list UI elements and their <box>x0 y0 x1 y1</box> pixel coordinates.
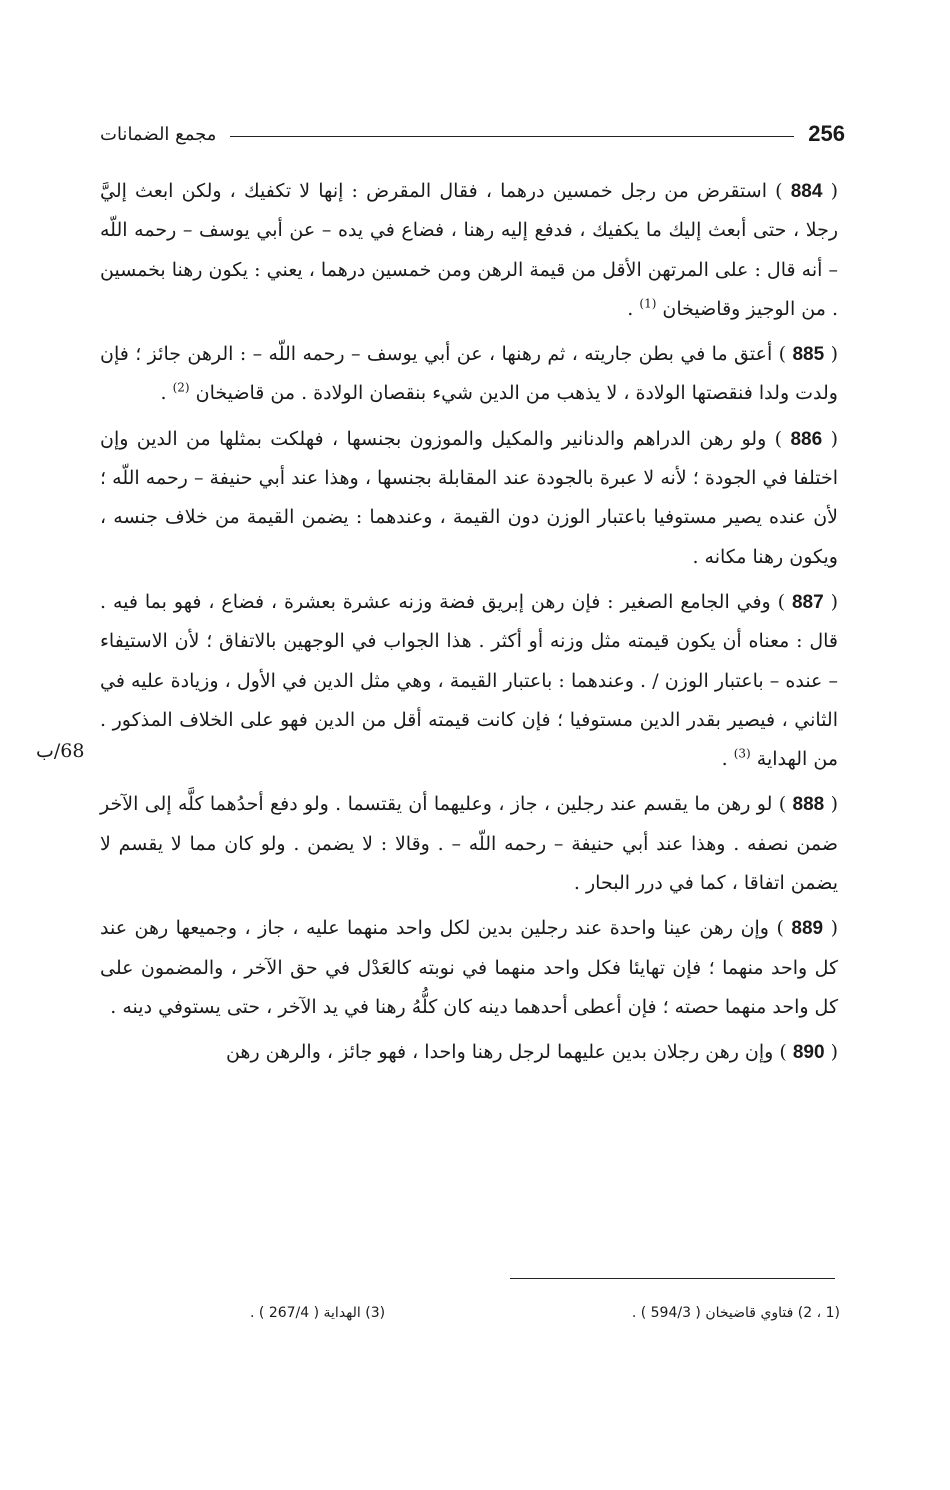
entry-number: 890 <box>792 1042 825 1064</box>
paren-open: ( <box>824 1041 838 1064</box>
paragraph-885 <box>100 335 838 414</box>
paren-open: ( <box>824 343 838 366</box>
paragraph-887 <box>100 583 838 779</box>
paragraph-889 <box>100 909 838 1027</box>
paragraph-884 <box>100 172 838 329</box>
paragraph-text: ) لو رهن ما يقسم عند رجلين ، جاز ، وعليهما أن يقتسما . ولو دفع أحدُهما كلَّه إلى الآخر ضمن نصفه . وهذا عند أبي حنيفة – رحمه اللّه – . وقالا : لا يضمن . ولو كان مما لا يقسم لا يضمن اتفاقا ، كما في درر البحار . <box>100 793 838 895</box>
entry-number: 885 <box>792 344 825 366</box>
paragraph-text: ) أعتق ما في بطن جاريته ، ثم رهنها ، عن أبي يوسف – رحمه اللّه – : الرهن جائز ؛ فإن ولدت ولدا فنقصتها الولادة ، لا يذهب من الدين شيء بنقصان الولادة . من قاضيخان <box>100 343 838 405</box>
paragraph-text: ) استقرض من رجل خمسين درهما ، فقال المقرض : إنها لا تكفيك ، ولكن ابعث إليَّ رجلا ، حتى أبعث إليك ما يكفيك ، فدفع إليه رهنا ، فضاع في يده – عن أبي يوسف – رحمه اللّه – أنه قال : على المرتهن الأقل من قيمة الرهن ومن خمسين درهما ، يعني : يكون رهنا بخمسين . من الوجيز وقاضيخان <box>100 180 838 320</box>
paren-open: ( <box>822 427 839 450</box>
paragraph-text: ) وإن رهن عينا واحدة عند رجلين بدين لكل واحد منهما عليه ، جاز ، وجميعها رهن عند كل واحد منهما ؛ فإن تهايئا فكل واحد منهما في نوبته كالعَدْل في حق الآخر ، والمضمون على كل واحد منهما حصته ؛ فإن أعطى أحدهما دينه كان كلُّهُ رهنا في يد الآخر ، حتى يستوفي دينه . <box>100 917 838 1018</box>
footnote-ref: (3) <box>733 746 751 761</box>
page-header <box>100 112 845 156</box>
paragraph-886 <box>100 420 838 577</box>
entry-number: 889 <box>791 918 824 940</box>
paragraph-end: . <box>721 748 734 771</box>
body-text <box>100 172 838 1079</box>
paren-open: ( <box>824 793 838 816</box>
paragraph-text: ) ولو رهن الدراهم والدنانير والمكيل والموزون بجنسها ، فهلكت بمثلها من الدين وإن اختلفا في الجودة ؛ لأنه لا عبرة بالجودة عند المقابلة بجنسها ، وهذا عند أبي حنيفة – رحمه اللّه ؛ لأن عنده يصير مستوفيا باعتبار الوزن دون القيمة ، وعندهما : يضمن القيمة من خلاف جنسه ، ويكون رهنا مكانه . <box>100 427 838 568</box>
footnote-ref: (1) <box>639 296 657 311</box>
paren-open: ( <box>822 180 839 202</box>
footnote-ref: (2) <box>172 381 190 396</box>
footnote-1-2: (1 ، 2) فتاوي قاضيخان ( 594/3 ) . <box>631 1305 840 1321</box>
page-number: 256 <box>808 121 845 146</box>
paren-open: ( <box>823 917 838 940</box>
paragraph-text: ) وإن رهن رجلان بدين عليهما لرجل رهنا واحدا ، فهو جائز ، والرهن رهن <box>225 1041 787 1064</box>
paragraph-end: . <box>160 382 173 405</box>
folio-margin-note: 68/ب <box>36 740 85 762</box>
footnote-rule <box>510 1278 835 1279</box>
paragraph-end: . <box>627 297 640 320</box>
paragraph-text: ) وفي الجامع الصغير : فإن رهن إبريق فضة وزنه عشرة بعشرة ، فضاع ، فهو بما فيه . قال : معناه أن يكون قيمته مثل وزنه أو أكثر . هذا الجواب في الوجهين بالاتفاق ؛ لأن الاستيفاء – عنده – باعتبار الوزن / . وعندهما : باعتبار القيمة ، وهي مثل الدين في الأول ، وزيادة عليه في الثاني ، فيصير بقدر الدين مستوفيا ؛ فإن كانت قيمته أقل من الدين فهو على الخلاف المذكور . من الهداية <box>100 590 838 771</box>
footnotes <box>250 1305 840 1321</box>
paragraph-890 <box>100 1033 838 1072</box>
entry-number: 886 <box>790 428 823 450</box>
entry-number: 884 <box>790 181 823 202</box>
header-rule <box>230 136 794 137</box>
footnote-3: (3) الهداية ( 267/4 ) . <box>250 1305 386 1321</box>
entry-number: 888 <box>792 794 825 816</box>
paren-open: ( <box>823 590 838 613</box>
paragraph-888 <box>100 785 838 903</box>
entry-number: 887 <box>791 591 824 613</box>
running-title: مجمع الضمانات <box>100 123 217 145</box>
